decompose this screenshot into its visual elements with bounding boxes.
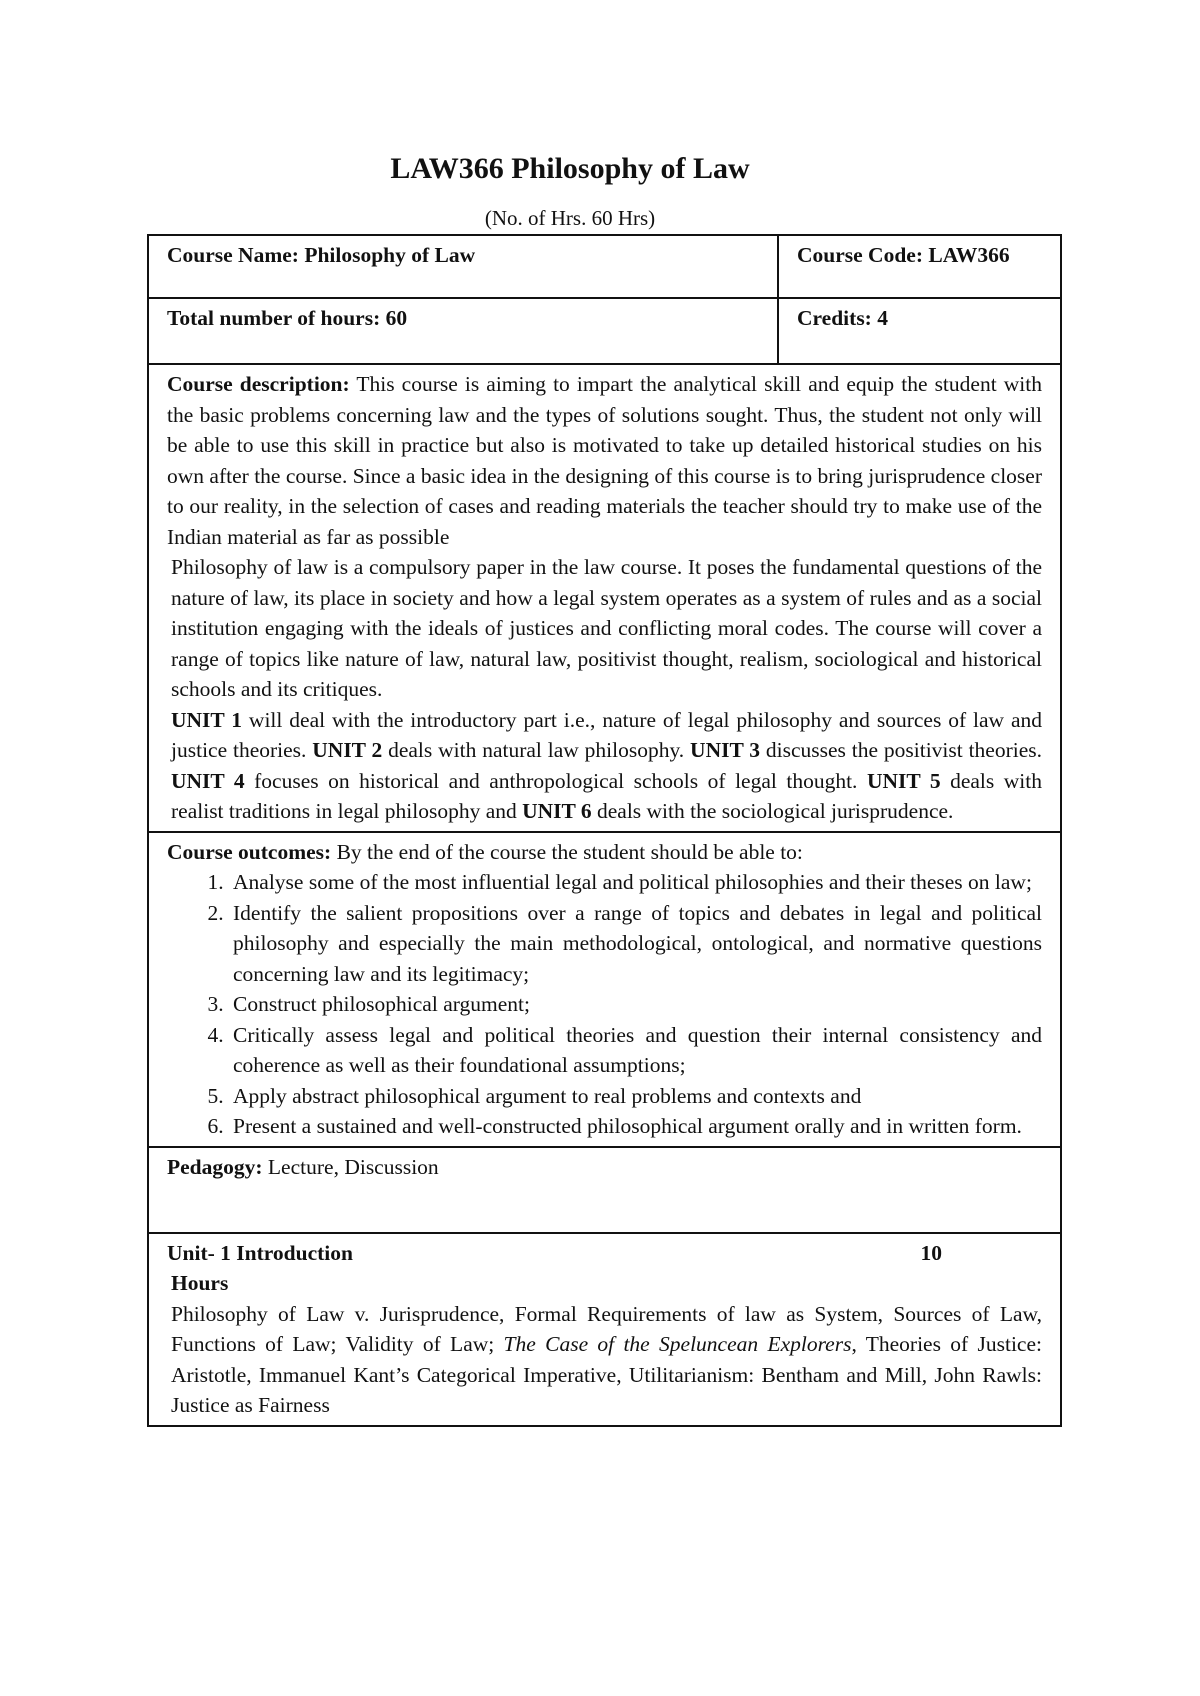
unit1-hours-label: Hours [171, 1271, 229, 1295]
unit-ref: UNIT 2 [312, 738, 383, 762]
units-overview-paragraph [167, 705, 1042, 827]
unit-ref: UNIT 6 [522, 799, 592, 823]
outcomes-label: Course outcomes: [167, 839, 332, 864]
description-text: This course is aiming to impart the analytical skill and equip the student with the basic problems concerning law and the types of solutions sought. Thus, the student not only will be able to use this skill in practice but also is motivated to take up detailed historical studies on his own after the course. Since a basic idea in the designing of this course is to bring jurisprudence closer to our reality, in the selection of cases and reading materials the teacher should try to make use of the Indian material as far as possible [167, 372, 1042, 549]
course-table [147, 234, 1062, 1427]
page-subtitle: (No. of Hrs. 60 Hrs) [484, 206, 656, 230]
unit1-content [167, 1299, 1042, 1421]
unit-ref-text: deals with the sociological jurisprudence. [591, 799, 954, 823]
unit-ref: UNIT 4 [171, 768, 245, 793]
description-label: Course description: [167, 372, 350, 396]
outcomes-intro [167, 837, 1042, 868]
list-item: 1. Analyse some of the most influential legal and political philosophies and their theses on law; [229, 867, 1042, 898]
table-row [148, 364, 1061, 832]
pedagogy-label: Pedagogy: [167, 1154, 263, 1179]
credits-cell: Credits: 4 [778, 298, 1061, 364]
pedagogy-text: Lecture, Discussion [262, 1154, 439, 1179]
unit-ref: UNIT 1 [171, 707, 243, 732]
outcomes-intro-text: By the end of the course the student should be able to: [331, 839, 803, 864]
course-name-cell: Course Name: Philosophy of Law [148, 235, 778, 298]
unit1-cell [148, 1233, 1061, 1426]
unit1-title: Unit- 1 Introduction [167, 1240, 353, 1265]
unit1-text: , Theories of Justice: Aristotle, Immanuel Kant’s Categorical Imperative, Utilitarianism: Bentham and Mill, John Rawls: Justice as Fairness [171, 1332, 1042, 1417]
pedagogy-cell [148, 1147, 1061, 1233]
list-item: 2. Identify the salient propositions over a range of topics and debates in legal and political philosophy and especially the main methodological, ontological, and normative questions concerning law and its legitimacy; [229, 898, 1042, 990]
table-row [148, 1147, 1061, 1233]
unit-ref-text: deals with realist traditions in legal philosophy and [171, 768, 1043, 823]
course-outcomes-cell [148, 832, 1061, 1147]
course-description-cell [148, 364, 1061, 832]
table-row [148, 235, 1061, 298]
unit1-text: Philosophy of Law v. Jurisprudence, Formal Requirements of law as System, Sources of Law, Functions of Law; Validity of Law; [171, 1301, 1042, 1356]
description-paragraph: Philosophy of law is a compulsory paper in the law course. It poses the fundamental questions of the nature of law, its place in society and how a legal system operates as a system of rules and as a social institution engaging with the ideals of justices and conflicting moral codes. The course will cover a range of topics like nature of law, natural law, positivist thought, realism, sociological and historical schools and its critiques. [171, 555, 1042, 701]
unit1-hours-number: 10 [920, 1240, 942, 1265]
table-row [148, 298, 1061, 364]
unit-ref-text: discusses the positivist theories. [760, 738, 1043, 762]
unit-ref-text: deals with natural law philosophy. [382, 738, 691, 762]
table-row [148, 832, 1061, 1147]
table-row [148, 1233, 1061, 1426]
unit-ref-text: will deal with the introductory part i.e., nature of legal philosophy and sources of law and justice theories. [171, 707, 1042, 762]
total-hours-cell: Total number of hours: 60 [148, 298, 778, 364]
unit-ref-text: focuses on historical and anthropological schools of legal thought. [244, 768, 867, 793]
list-item: 6. Present a sustained and well-constructed philosophical argument orally and in written form. [229, 1111, 1042, 1142]
case-title: The Case of the Speluncean Explorers [503, 1332, 852, 1356]
list-item: 3. Construct philosophical argument; [229, 989, 1042, 1020]
outcomes-list [167, 867, 1042, 1142]
page-title: LAW366 Philosophy of Law [390, 152, 750, 185]
course-code-cell: Course Code: LAW366 [778, 235, 1061, 298]
description-paragraph [167, 369, 1042, 552]
unit1-heading [167, 1238, 1042, 1269]
list-item: 4. Critically assess legal and political theories and question their internal consistency and coherence as well as their foundational assumptions; [229, 1020, 1042, 1081]
unit-ref: UNIT 3 [690, 738, 761, 762]
unit-ref: UNIT 5 [866, 768, 941, 793]
list-item: 5. Apply abstract philosophical argument to real problems and contexts and [229, 1081, 1042, 1112]
